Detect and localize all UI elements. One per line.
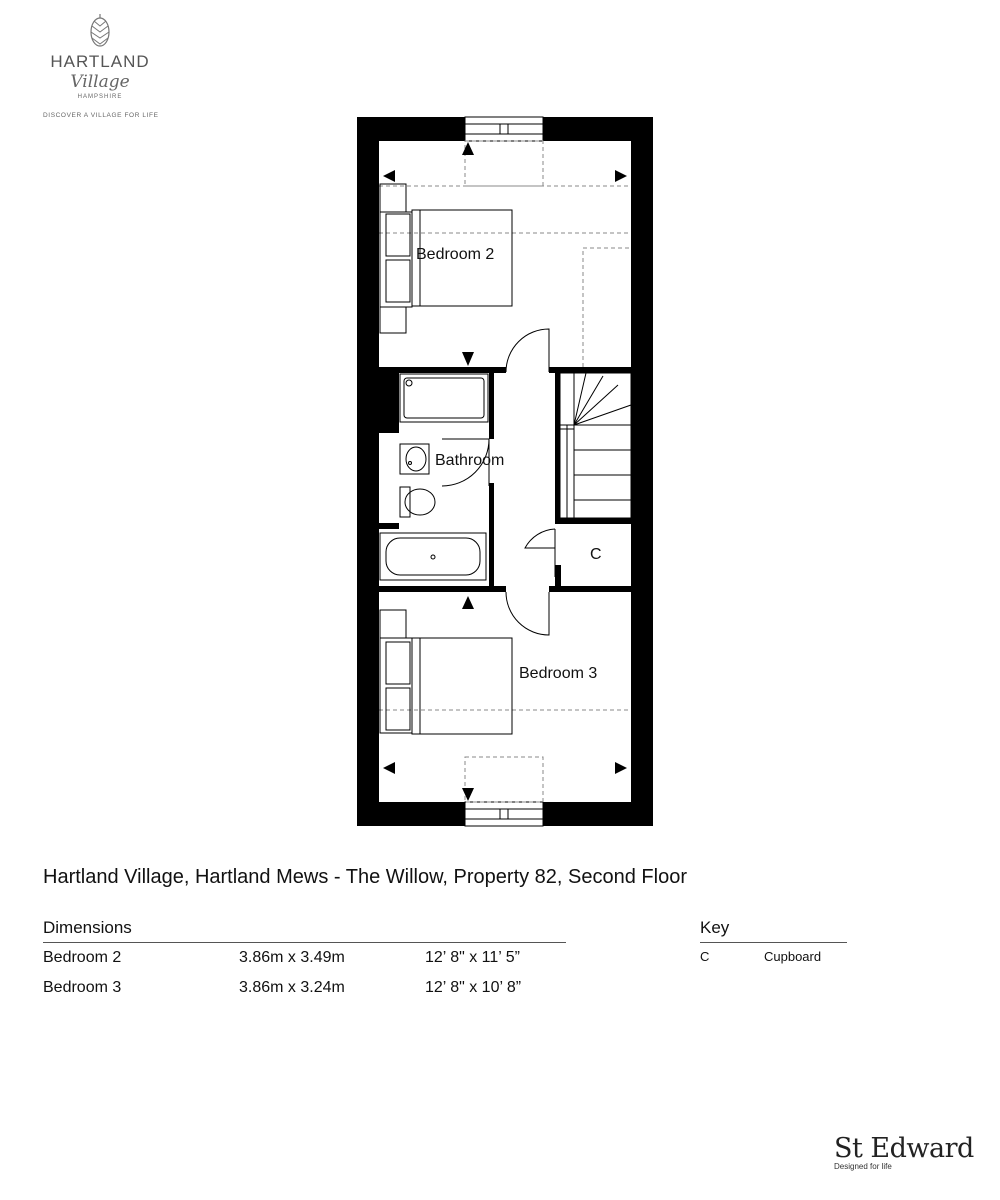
label-bathroom: Bathroom bbox=[435, 452, 505, 469]
window-bottom bbox=[465, 802, 543, 826]
key-legend bbox=[700, 918, 847, 964]
logo-county: HAMPSHIRE bbox=[77, 94, 123, 100]
logo-tagline: DISCOVER A VILLAGE FOR LIFE bbox=[43, 112, 159, 119]
dimension-metric: 3.86m x 3.24m bbox=[239, 979, 345, 996]
dimensions-heading: Dimensions bbox=[43, 918, 566, 943]
dimension-room: Bedroom 3 bbox=[43, 979, 122, 996]
label-bedroom-3: Bedroom 3 bbox=[519, 665, 598, 682]
logo-script: Village bbox=[70, 72, 130, 92]
stairs bbox=[560, 373, 631, 518]
label-cupboard: C bbox=[590, 546, 602, 563]
dimension-imperial: 12’ 8" x 10’ 8” bbox=[425, 979, 522, 996]
eaves-lines bbox=[379, 141, 631, 802]
window-top bbox=[465, 117, 543, 141]
key-symbol: C bbox=[700, 949, 710, 964]
dimension-metric: 3.86m x 3.49m bbox=[239, 949, 345, 966]
dimension-room: Bedroom 2 bbox=[43, 949, 122, 966]
key-heading: Key bbox=[700, 918, 847, 943]
table-row bbox=[43, 973, 566, 1003]
table-row bbox=[43, 943, 566, 973]
plan-title: Hartland Village, Hartland Mews - The Willow, Property 82, Second Floor bbox=[43, 866, 687, 888]
dimensions-table bbox=[43, 918, 566, 1003]
key-item bbox=[700, 949, 847, 964]
footer-brand: St Edward bbox=[834, 1133, 974, 1164]
key-meaning: Cupboard bbox=[764, 949, 822, 964]
st-edward-logo bbox=[834, 1133, 974, 1171]
bed-bedroom-3 bbox=[380, 610, 512, 734]
logo-brand: HARTLAND bbox=[50, 52, 150, 71]
footer-slogan: Designed for life bbox=[834, 1162, 892, 1171]
label-bedroom-2: Bedroom 2 bbox=[416, 246, 495, 263]
dimension-imperial: 12’ 8" x 11’ 5” bbox=[425, 949, 520, 966]
outer-walls bbox=[357, 117, 653, 826]
